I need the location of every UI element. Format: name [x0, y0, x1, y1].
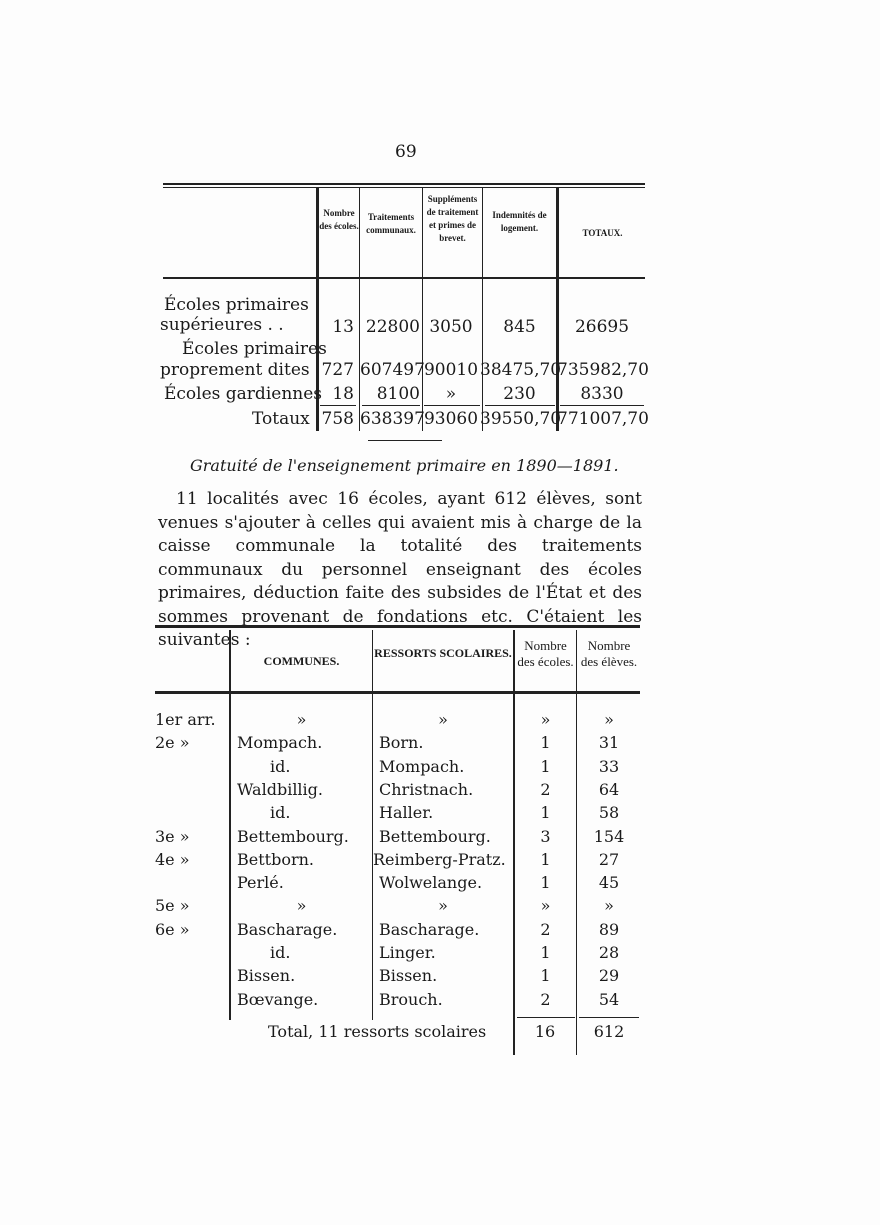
- eleves-cell: 31: [598, 733, 620, 753]
- commune-cell: id.: [270, 756, 291, 776]
- total-cell: 758: [321, 409, 354, 429]
- ecoles-cell: 3: [540, 826, 551, 846]
- header-rule: [163, 277, 645, 279]
- eleves-cell: 154: [593, 826, 625, 846]
- ecoles-cell: 1: [540, 756, 551, 776]
- header-totaux: TOTAUX.: [582, 228, 623, 238]
- cell: »: [445, 384, 457, 404]
- cell: 845: [503, 317, 536, 337]
- row-label: Écoles primaires: [182, 339, 327, 359]
- commune-cell: Waldbillig.: [237, 779, 323, 799]
- total-ecoles: 16: [534, 1022, 556, 1041]
- cell: 607497: [360, 360, 425, 380]
- sum-rule: [485, 405, 555, 406]
- commune-cell: Bettborn.: [237, 849, 314, 869]
- cell: 727: [321, 360, 354, 380]
- schools-table: [155, 625, 640, 1050]
- sum-rule: [424, 405, 480, 406]
- header-rule: [155, 691, 640, 694]
- eleves-cell: 89: [598, 919, 620, 939]
- ecoles-cell: »: [540, 710, 551, 729]
- cell: 38475,70: [480, 360, 562, 380]
- row-label: supérieures . .: [160, 315, 284, 335]
- eleves-cell: »: [604, 710, 614, 729]
- header-ressorts: RESSORTS SCOLAIRES.: [374, 646, 512, 660]
- commune-cell: »: [296, 896, 307, 916]
- ressort-cell: Wolwelange.: [379, 873, 483, 893]
- eleves-cell: 64: [598, 779, 620, 799]
- ressort-cell: Brouch.: [379, 989, 443, 1009]
- table-top-rule: [155, 625, 640, 628]
- ressort-cell: »: [438, 710, 448, 729]
- header-traitements: Traitements communaux.: [366, 212, 416, 235]
- ecoles-cell: 1: [540, 733, 551, 753]
- eleves-cell: 29: [598, 966, 620, 986]
- total-cell: 638397: [360, 409, 425, 429]
- sum-rule: [560, 405, 644, 406]
- eleves-cell: 54: [598, 989, 620, 1009]
- total-cell: 771007,70: [557, 409, 649, 429]
- header-nombre: Nombre des écoles.: [319, 208, 359, 231]
- row-label: Écoles primaires: [164, 295, 309, 315]
- ressort-cell: Mompach.: [379, 756, 465, 776]
- ecoles-cell: 2: [540, 919, 551, 939]
- total-eleves: 612: [593, 1022, 625, 1041]
- header-nombre-eleves: Nombre des élèves.: [580, 638, 638, 669]
- cell: 8330: [580, 384, 624, 404]
- arrondissement-cell: 4e »: [155, 849, 190, 869]
- paragraph-text: 11 localités avec 16 écoles, ayant 612 élèves, sont venues s'ajouter à celles qui avaient mis à charge de la caisse communale la totalité des traitements communaux du personnel enseignant des écoles primaires, déduction faite des subsides de l'État et des sommes provenant de fondations etc. C'étaient les suivantes :: [158, 489, 642, 650]
- row-label: proprement dites: [160, 360, 310, 380]
- ecoles-cell: 2: [540, 989, 551, 1009]
- arrondissement-cell: 2e »: [155, 733, 190, 753]
- cell: 26695: [574, 317, 630, 337]
- cell: 18: [332, 384, 354, 404]
- col-divider: [576, 630, 577, 1055]
- arrondissement-cell: 3e »: [155, 826, 190, 846]
- header-indemnites: Indemnités de logement.: [492, 210, 547, 233]
- commune-cell: Perlé.: [237, 873, 284, 893]
- row-label: Écoles gardiennes: [164, 384, 322, 404]
- cell: 3050: [429, 317, 473, 337]
- ressort-cell: Bissen.: [379, 966, 438, 986]
- separator-rule: [368, 440, 442, 441]
- ecoles-cell: 1: [540, 803, 551, 823]
- ressort-cell: Reimberg-Pratz.: [373, 849, 506, 869]
- arrondissement-cell: 5e »: [155, 896, 190, 916]
- eleves-cell: »: [604, 896, 614, 916]
- eleves-cell: 33: [598, 756, 620, 776]
- commune-cell: »: [296, 710, 307, 729]
- ecoles-cell: 1: [540, 943, 551, 962]
- cell: 13: [332, 317, 354, 337]
- ressort-cell: Linger.: [379, 943, 436, 962]
- ecoles-cell: 1: [540, 849, 551, 869]
- total-cell: 39550,70: [480, 409, 562, 429]
- ressort-cell: Bascharage.: [379, 919, 480, 939]
- total-label: Total, 11 ressorts scolaires: [268, 1022, 487, 1041]
- sum-rule: [362, 405, 420, 406]
- page-number: 69: [395, 142, 417, 162]
- cell: 90010: [423, 360, 479, 380]
- commune-cell: id.: [270, 803, 291, 823]
- ecoles-cell: »: [540, 896, 551, 916]
- ecoles-cell: 1: [540, 966, 551, 986]
- ecoles-cell: 2: [540, 779, 551, 799]
- col-divider: [372, 630, 373, 1020]
- commune-cell: Bettembourg.: [237, 826, 349, 846]
- cell: 735982,70: [557, 360, 649, 380]
- commune-cell: Bascharage.: [237, 919, 338, 939]
- total-cell: 93060: [423, 409, 479, 429]
- ressort-cell: Haller.: [379, 803, 434, 823]
- header-communes: COMMUNES.: [263, 654, 340, 668]
- header-nombre-ecoles: Nombre des écoles.: [517, 638, 574, 669]
- cell: 22800: [365, 317, 420, 337]
- table-top-rule: [163, 183, 645, 188]
- commune-cell: Bissen.: [237, 966, 296, 986]
- sum-rule: [517, 1017, 575, 1018]
- col-divider: [229, 630, 231, 1020]
- cell: 230: [503, 384, 536, 404]
- eleves-cell: 28: [598, 943, 620, 962]
- header-supplements: Suppléments de traitement et primes de brevet.: [426, 194, 479, 243]
- finance-table: [160, 183, 649, 438]
- totals-label: Totaux: [252, 409, 310, 429]
- commune-cell: id.: [270, 943, 291, 962]
- ecoles-cell: 1: [540, 873, 551, 893]
- section-heading: Gratuité de l'enseignement primaire en 1890—1891.: [190, 456, 619, 475]
- arrondissement-cell: 1er arr.: [155, 710, 216, 729]
- ressort-cell: »: [438, 896, 448, 916]
- sum-rule: [320, 405, 356, 406]
- sum-rule: [579, 1017, 639, 1018]
- eleves-cell: 27: [598, 849, 620, 869]
- ressort-cell: Christnach.: [379, 779, 474, 799]
- ressort-cell: Born.: [379, 733, 424, 753]
- ressort-cell: Bettembourg.: [379, 826, 491, 846]
- cell: 8100: [376, 384, 420, 404]
- eleves-cell: 58: [598, 803, 620, 823]
- eleves-cell: 45: [598, 873, 620, 893]
- arrondissement-cell: 6e »: [155, 919, 190, 939]
- commune-cell: Bœvange.: [237, 989, 319, 1009]
- commune-cell: Mompach.: [237, 733, 323, 753]
